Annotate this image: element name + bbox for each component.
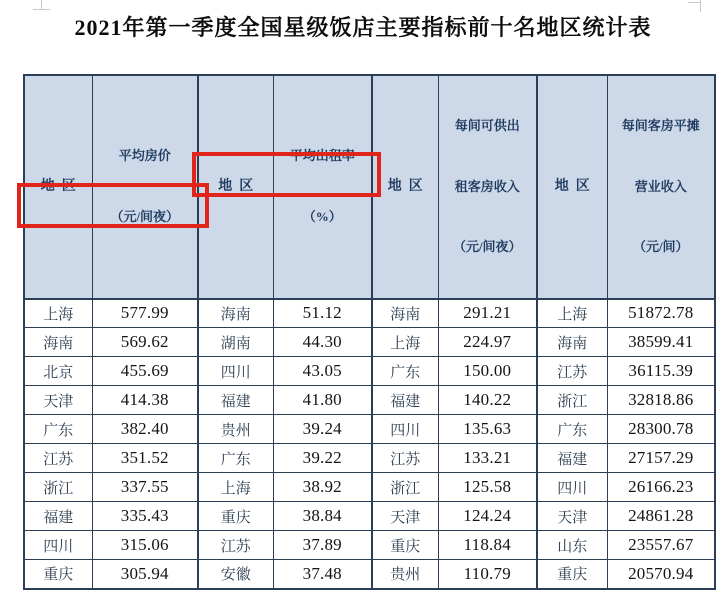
value-cell: 335.43	[92, 502, 198, 531]
value-cell: 27157.29	[607, 444, 715, 473]
grid-artifact-top-right	[688, 2, 701, 3]
region-cell: 上海	[198, 473, 273, 502]
header-region-group2: 地 区	[198, 75, 273, 299]
value-cell: 125.58	[438, 473, 537, 502]
red-highlight-box-occupancy-top1	[192, 152, 381, 197]
header-line: （元/间夜）	[110, 208, 180, 224]
region-cell: 浙江	[537, 386, 607, 415]
value-cell: 133.21	[438, 444, 537, 473]
value-cell: 23557.67	[607, 531, 715, 560]
region-cell: 重庆	[372, 531, 438, 560]
header-line: （%）	[302, 208, 342, 224]
table-row	[24, 415, 715, 444]
value-cell: 38.84	[273, 502, 372, 531]
value-cell: 36115.39	[607, 357, 715, 386]
header-region-group3: 地 区	[372, 75, 438, 299]
region-cell: 天津	[372, 502, 438, 531]
table-row	[24, 299, 715, 328]
region-cell: 重庆	[537, 560, 607, 589]
header-line: 营业收入	[634, 178, 687, 194]
region-cell: 福建	[537, 444, 607, 473]
header-operating-revenue-per-room	[607, 75, 715, 299]
header-line: 每间客房平摊	[621, 118, 700, 134]
value-cell: 455.69	[92, 357, 198, 386]
region-cell: 海南	[372, 299, 438, 328]
region-cell: 安徽	[198, 560, 273, 589]
region-cell: 海南	[198, 299, 273, 328]
header-line: 每间可供出	[454, 118, 520, 134]
grid-artifact-top-left	[41, 0, 42, 9]
value-cell: 37.48	[273, 560, 372, 589]
table-row	[24, 502, 715, 531]
header-revenue-per-available-room	[438, 75, 537, 299]
region-cell: 北京	[24, 357, 92, 386]
region-cell: 贵州	[372, 560, 438, 589]
region-cell: 广东	[372, 357, 438, 386]
value-cell: 28300.78	[607, 415, 715, 444]
value-cell: 315.06	[92, 531, 198, 560]
page-title: 2021年第一季度全国星级饭店主要指标前十名地区统计表	[74, 15, 652, 40]
table-row	[24, 328, 715, 357]
region-cell: 重庆	[24, 560, 92, 589]
region-cell: 江苏	[198, 531, 273, 560]
region-cell: 福建	[372, 386, 438, 415]
region-cell: 上海	[24, 299, 92, 328]
value-cell: 124.24	[438, 502, 537, 531]
region-cell: 浙江	[372, 473, 438, 502]
region-cell: 山东	[537, 531, 607, 560]
value-cell: 224.97	[438, 328, 537, 357]
value-cell: 382.40	[92, 415, 198, 444]
value-cell: 38.92	[273, 473, 372, 502]
region-cell: 江苏	[537, 357, 607, 386]
header-line: 平均出租率	[289, 148, 355, 164]
value-cell: 569.62	[92, 328, 198, 357]
grid-artifact-top-left	[33, 9, 50, 10]
header-line: （元/间）	[632, 239, 689, 255]
table-row	[24, 357, 715, 386]
value-cell: 26166.23	[607, 473, 715, 502]
region-cell: 四川	[372, 415, 438, 444]
value-cell: 38599.41	[607, 328, 715, 357]
value-cell: 118.84	[438, 531, 537, 560]
region-cell: 浙江	[24, 473, 92, 502]
value-cell: 37.89	[273, 531, 372, 560]
value-cell: 337.55	[92, 473, 198, 502]
region-cell: 福建	[24, 502, 92, 531]
value-cell: 577.99	[92, 299, 198, 328]
value-cell: 110.79	[438, 560, 537, 589]
value-cell: 51872.78	[607, 299, 715, 328]
table-row	[24, 444, 715, 473]
header-line: 租客房收入	[454, 178, 520, 194]
value-cell: 150.00	[438, 357, 537, 386]
header-line: （元/间夜）	[452, 239, 522, 255]
table-row	[24, 560, 715, 589]
region-cell: 贵州	[198, 415, 273, 444]
region-cell: 湖南	[198, 328, 273, 357]
header-region-group4: 地 区	[537, 75, 607, 299]
region-cell: 上海	[372, 328, 438, 357]
table-row	[24, 386, 715, 415]
region-cell: 江苏	[372, 444, 438, 473]
value-cell: 51.12	[273, 299, 372, 328]
value-cell: 43.05	[273, 357, 372, 386]
value-cell: 20570.94	[607, 560, 715, 589]
region-cell: 四川	[537, 473, 607, 502]
value-cell: 305.94	[92, 560, 198, 589]
region-cell: 重庆	[198, 502, 273, 531]
red-highlight-box-price-rank2	[17, 183, 209, 228]
region-cell: 广东	[24, 415, 92, 444]
region-cell: 天津	[24, 386, 92, 415]
value-cell: 39.24	[273, 415, 372, 444]
region-cell: 上海	[537, 299, 607, 328]
value-cell: 135.63	[438, 415, 537, 444]
header-line: 平均房价	[118, 148, 171, 164]
table-row	[24, 531, 715, 560]
value-cell: 39.22	[273, 444, 372, 473]
value-cell: 414.38	[92, 386, 198, 415]
region-cell: 江苏	[24, 444, 92, 473]
value-cell: 351.52	[92, 444, 198, 473]
region-cell: 四川	[24, 531, 92, 560]
value-cell: 32818.86	[607, 386, 715, 415]
value-cell: 291.21	[438, 299, 537, 328]
region-cell: 四川	[198, 357, 273, 386]
region-cell: 海南	[24, 328, 92, 357]
header-region-group1: 地 区	[24, 75, 92, 299]
region-cell: 广东	[537, 415, 607, 444]
value-cell: 41.80	[273, 386, 372, 415]
region-cell: 海南	[537, 328, 607, 357]
table-row	[24, 473, 715, 502]
value-cell: 44.30	[273, 328, 372, 357]
region-cell: 福建	[198, 386, 273, 415]
region-cell: 广东	[198, 444, 273, 473]
value-cell: 24861.28	[607, 502, 715, 531]
region-cell: 天津	[537, 502, 607, 531]
value-cell: 140.22	[438, 386, 537, 415]
